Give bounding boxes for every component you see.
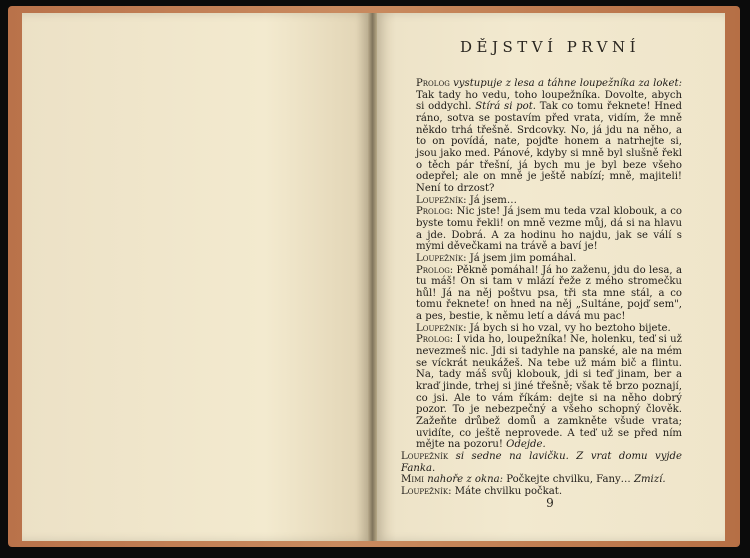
speaker-name: Loupežník:: [416, 194, 467, 206]
speech-text: Máte chvilku počkat.: [451, 485, 563, 497]
speaker-name: Loupežník:: [416, 322, 467, 334]
paragraph-stage-direction: [401, 451, 682, 474]
stage-direction: Stírá si pot.: [475, 101, 536, 113]
speaker-name: Loupežník:: [401, 485, 452, 497]
stage-direction: nahoře z okna:: [424, 474, 503, 486]
page-number: 9: [546, 496, 554, 510]
paragraph-mimi: [401, 474, 682, 486]
speech-text: Počkejte chvilku, Fany…: [503, 474, 634, 486]
stage-direction: si sedne na lavičku. Z vrat domu vyjde Fanka.: [401, 451, 682, 474]
speech-text: Já jsem…: [466, 194, 517, 206]
speaker-name: Prolog:: [416, 264, 454, 276]
speaker-name: Prolog: [416, 78, 450, 89]
speech-text: I vida ho, loupežníka! Ne, holenku, teď si už nevezmeš nic. Jdi si tadyhle na panské, ale na mém se víckrát neukážeš. Na tebe už mám bič a flintu. Na, tady máš svůj klobouk, jdi si teď jinam, ber a kraď jinde, trhej si jiné třešně; však tě brzo poznají, co jsi. Ale to vám říkám: dejte si na něho dobrý pozor. To je nebezpečný a všeho schopný člověk. Zažeňte drůbež domů a zamkněte všude vrata; uvidíte, co ještě neprovede. A teď už se před ním mějte na pozoru!: [416, 334, 682, 451]
speaker-name: Prolog:: [416, 206, 454, 218]
paragraph-loupeznik-3: [401, 323, 682, 335]
book-gutter: [368, 13, 377, 541]
play-text: [401, 78, 682, 498]
stage-direction: Zmizí.: [633, 474, 666, 486]
speech-text: Tak co tomu řeknete! Hned ráno, sotva se postavím před vrata, vidím, že mně někdo trhá třešně. Srdcovky. No, já jdu na něho, a to on povídá, nate, pojďte honem a natrhejte si, jsou jako med. Pánové, kdyby si mně byl slušně řekl o těch pár třešní, já bych mu je byl beze všeho odepřel; ale on mně je ještě nabízí; mně, majiteli! Není to drzost?: [416, 101, 682, 194]
speaker-name: Prolog:: [416, 334, 454, 346]
stage-direction: Odejde.: [506, 439, 546, 451]
paragraph-loupeznik-1: [401, 195, 682, 207]
speech-text: Nic jste! Já jsem mu teda vzal klobouk, a co byste tomu řekli! on mně vezme můj, dá si na hlavu a jde. Dobrá. A za hodinu ho najdu, jak se válí s mými děvečkami na trávě a baví je!: [416, 206, 682, 253]
paragraph-prolog-3: [401, 265, 682, 323]
stage-direction: vystupuje z lesa a táhne loupežníka za loket:: [449, 78, 682, 89]
page-header: DĚJSTVÍ PRVNÍ: [459, 38, 641, 56]
speech-text: Já jsem jim pomáhal.: [466, 252, 577, 264]
speaker-name: Mimi: [401, 474, 425, 486]
speech-text: Já bych si ho vzal, vy ho beztoho bijete.: [466, 322, 671, 334]
speech-text: Tak tady ho vedu, toho loupežníka. Dovolte, abych si oddychl.: [416, 89, 682, 113]
paragraph-prolog-2: [401, 206, 682, 253]
speaker-name: Loupežník:: [416, 252, 467, 264]
left-page-blank: [22, 13, 370, 541]
paragraph-prolog-4: [401, 334, 682, 451]
paragraph-prolog-1: [401, 78, 682, 195]
speaker-name: Loupežník: [401, 451, 449, 462]
paragraph-loupeznik-2: [401, 253, 682, 265]
speech-text: Pěkně pomáhal! Já ho zaženu, jdu do lesa, a tu máš! On si tam v mlází řeže z mého stromečku hůl! Já na něj poštvu psa, tři sta mne stál, a co tomu řeknete! on hned na něj „Sultáne, pojď sem", a pes, bestie, k němu letí a dává mu pac!: [416, 264, 682, 323]
